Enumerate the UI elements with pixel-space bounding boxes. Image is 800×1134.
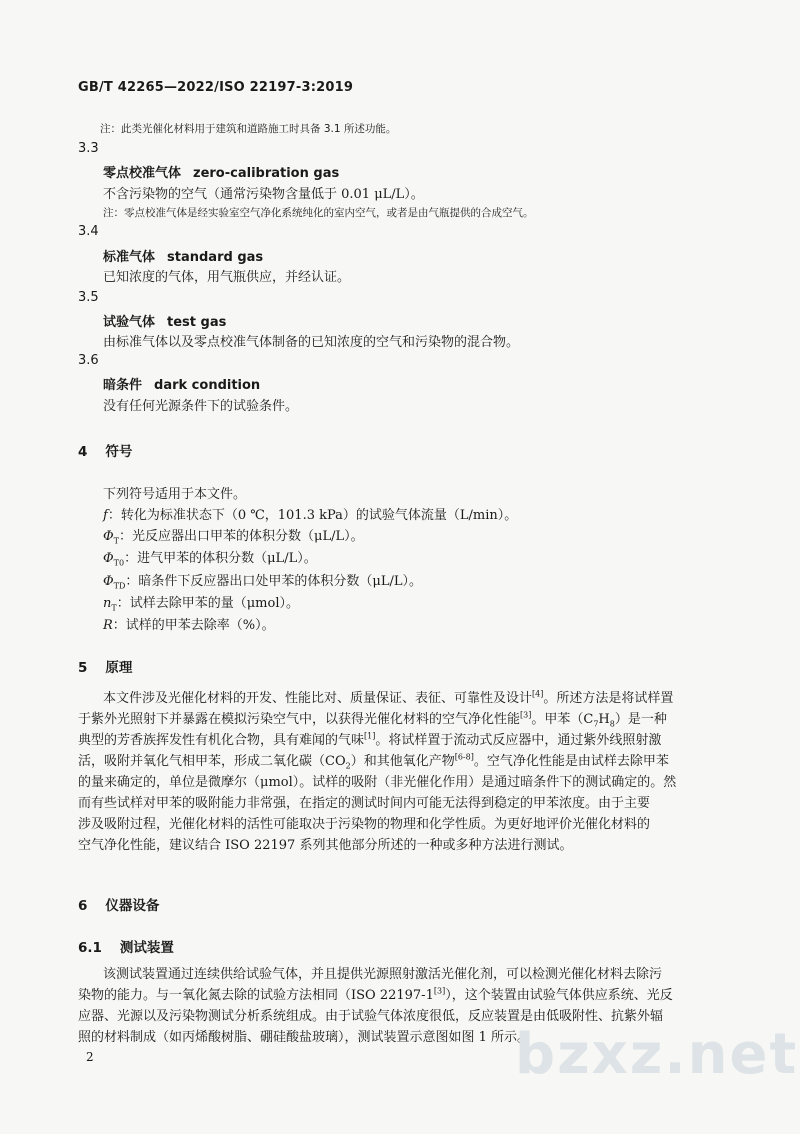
symbol-subscript: T bbox=[113, 536, 120, 546]
page-number: 2 bbox=[86, 1050, 94, 1064]
term-zh: 试验气体 bbox=[103, 315, 156, 330]
subsection-number: 6.1 bbox=[78, 940, 102, 956]
paragraph-line: 染物的能力。与一氧化氮去除的试验方法相同（ISO 22197-1[3]），这个装置由试验气体供应系统、光反 bbox=[78, 986, 673, 1003]
term-note: 注：零点校准气体是经实验室空气净化系统纯化的室内空气，或者是由气瓶提供的合成空气。 bbox=[103, 207, 534, 219]
section-title: 原理 bbox=[105, 660, 133, 676]
symbol-description: ：试样去除甲苯的量（μmol）。 bbox=[116, 596, 299, 611]
term-en: dark condition bbox=[154, 378, 261, 393]
section-number: 5 bbox=[78, 660, 88, 676]
citation: [3] bbox=[433, 986, 446, 996]
clause-number: 3.4 bbox=[78, 224, 99, 239]
paragraph-line: 活，吸附并氧化气相甲苯，形成二氧化碳$(CO_2)$和其他氧化产物[6-8]。空气净化性能是由试样去除甲苯 bbox=[78, 752, 669, 771]
symbol: Φ bbox=[103, 529, 114, 544]
term-definition: 由标准气体以及零点校准气体制备的已知浓度的空气和污染物的混合物。 bbox=[103, 335, 520, 350]
term-heading bbox=[103, 162, 339, 181]
term-heading bbox=[103, 374, 260, 393]
section-number: 6 bbox=[78, 898, 88, 914]
term-zh: 标准气体 bbox=[103, 250, 156, 265]
symbol-item bbox=[103, 570, 422, 589]
clause-number: 3.5 bbox=[78, 290, 99, 305]
symbol-item bbox=[103, 547, 317, 566]
section-number: 4 bbox=[78, 444, 88, 460]
symbol-subscript: T bbox=[111, 603, 117, 613]
symbol-description: ：转化为标准状态下（0 ℃，101.3 kPa）的试验气体流量（L/min）。 bbox=[107, 508, 518, 523]
term-zh: 暗条件 bbox=[103, 378, 143, 393]
paragraph-line: 该测试装置通过连续供给试验气体，并且提供光源照射激活光催化剂，可以检测光催化材料去除污 bbox=[103, 967, 663, 982]
section-title: 仪器设备 bbox=[105, 898, 160, 914]
symbol-description: ：试样的甲苯去除率（%）。 bbox=[112, 618, 275, 633]
subsection-heading bbox=[78, 936, 174, 956]
symbol: Φ bbox=[103, 551, 114, 566]
citation: [4] bbox=[532, 689, 544, 699]
subsection-title: 测试装置 bbox=[119, 940, 174, 956]
symbol-description: ：光反应器出口甲苯的体积分数（μL/L）。 bbox=[119, 529, 364, 544]
term-en: test gas bbox=[167, 315, 227, 330]
term-definition: 没有任何光源条件下的试验条件。 bbox=[103, 399, 299, 414]
watermark: bzxz.net bbox=[515, 1022, 799, 1087]
symbol: Φ bbox=[103, 574, 114, 589]
paragraph-line: 而有些试样对甲苯的吸附能力非常强，在指定的测试时间内可能无法得到稳定的甲苯浓度。由于主要 bbox=[78, 796, 651, 811]
symbol-item bbox=[103, 504, 517, 523]
citation: [3] bbox=[520, 710, 532, 720]
paragraph-line: 照的材料制成（如丙烯酸树脂、硼硅酸盐玻璃），测试装置示意图如图 1 所示。 bbox=[78, 1030, 531, 1045]
clause-number: 3.6 bbox=[78, 353, 99, 368]
clause-number: 3.3 bbox=[78, 141, 99, 156]
term-heading bbox=[103, 311, 226, 330]
section-heading bbox=[78, 440, 132, 460]
paragraph-line: 应器、光源以及污染物测试分析系统组成。由于试验气体浓度很低，反应装置是由低吸附性、抗紫外辐 bbox=[78, 1009, 664, 1024]
symbol: n bbox=[103, 596, 112, 611]
section-heading bbox=[78, 656, 132, 676]
note-3-2: 注：此类光催化材料用于建筑和道路施工时具备 3.1 所述功能。 bbox=[100, 123, 397, 135]
paragraph-line: 空气净化性能，建议结合 ISO 22197 系列其他部分所述的一种或多种方法进行测试。 bbox=[78, 838, 573, 853]
term-zh: 零点校准气体 bbox=[103, 166, 182, 181]
section-heading bbox=[78, 894, 159, 914]
principle-paragraph bbox=[78, 688, 728, 856]
paragraph-line: 典型的芳香族挥发性有机化合物，具有难闻的气味[1]。将试样置于流动式反应器中，通过紫外线照射激 bbox=[78, 731, 662, 748]
term-heading bbox=[103, 246, 263, 265]
citation: [1] bbox=[364, 731, 376, 741]
paragraph-line: 涉及吸附过程，光催化材料的活性可能取决于污染物的物理和化学性质。为更好地评价光催化材料的 bbox=[78, 817, 651, 832]
symbols-intro: 下列符号适用于本文件。 bbox=[103, 487, 247, 502]
section-title: 符号 bbox=[105, 444, 133, 460]
citation: [6-8] bbox=[454, 752, 474, 762]
symbol-item bbox=[103, 592, 299, 611]
symbol: f bbox=[103, 508, 108, 523]
symbol-item bbox=[103, 614, 275, 633]
term-definition: 已知浓度的气体，用气瓶供应，并经认证。 bbox=[103, 270, 351, 285]
symbol-description: ：暗条件下反应器出口处甲苯的体积分数（μL/L）。 bbox=[125, 574, 423, 589]
symbol: R bbox=[103, 618, 113, 633]
paragraph-line: 于紫外光照射下并暴露在模拟污染空气中，以获得光催化材料的空气净化性能[3]。甲苯$(C_7H_8)$是一种 bbox=[78, 710, 667, 729]
term-en: zero-calibration gas bbox=[193, 166, 340, 181]
paragraph-line: 本文件涉及光催化材料的开发、性能比对、质量保证、表征、可靠性及设计[4]。所述方法是将试样置 bbox=[103, 689, 674, 706]
symbol-item bbox=[103, 525, 364, 544]
term-en: standard gas bbox=[167, 250, 264, 265]
term-definition: 不含污染物的空气（通常污染物含量低于 0.01 μL/L）。 bbox=[103, 187, 424, 202]
symbol-description: ：进气甲苯的体积分数（μL/L）。 bbox=[124, 551, 317, 566]
symbol-subscript: T0 bbox=[113, 558, 125, 568]
symbol-subscript: TD bbox=[113, 581, 126, 591]
standard-header: GB/T 42265—2022/ISO 22197-3:2019 bbox=[78, 80, 354, 95]
paragraph-line: 的量来确定的，单位是微摩尔（μmol）。试样的吸附（非光催化作用）是通过暗条件下的测试确定的。然 bbox=[78, 775, 677, 790]
